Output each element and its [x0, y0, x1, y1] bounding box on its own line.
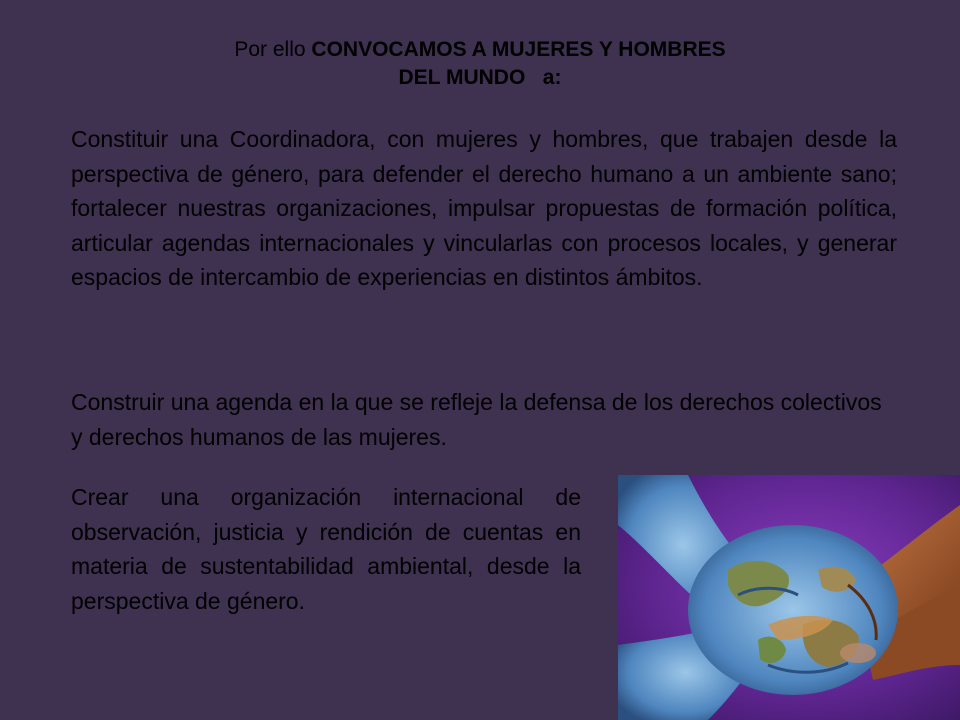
paragraph-organizacion: Crear una organización internacional de observación, justicia y rendición de cuentas en materia de sustentabilidad ambiental, desde la perspectiva de género.	[71, 484, 581, 614]
title-bold-line1: CONVOCAMOS A MUJERES Y HOMBRES	[311, 38, 726, 61]
slide-title	[120, 36, 840, 92]
paragraph-agenda: Construir una agenda en la que se refleje la defensa de los derechos colectivos y derechos humanos de las mujeres.	[71, 389, 882, 450]
hands-holding-earth-image	[618, 475, 960, 720]
title-intro: Por ello	[234, 38, 312, 61]
title-bold-line2: DEL MUNDO a:	[398, 66, 562, 89]
paragraph-coordinadora: Constituir una Coordinadora, con mujeres y hombres, que trabajen desde la perspectiva de género, para defender el derecho humano a un ambiente sano; fortalecer nuestras organizaciones, impulsar propuestas de formación política, articular agendas internacionales y vincularlas con procesos locales, y generar espacios de intercambio de experiencias en distintos ámbitos.	[71, 126, 897, 290]
